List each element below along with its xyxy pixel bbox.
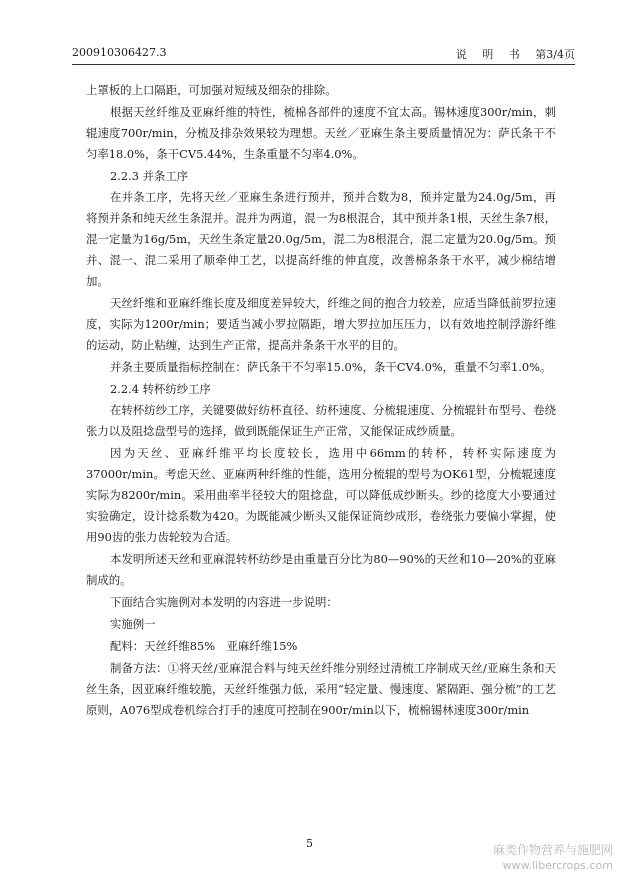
paragraph: 实施例一 bbox=[110, 617, 156, 631]
section-heading: 2.2.4 转杯纺纱工序 bbox=[110, 382, 211, 396]
paragraph: 并条主要质量指标控制在：萨氏条干不匀率15.0%，条干CV4.0%，重量不匀率1.0%。 bbox=[110, 360, 552, 374]
paragraph: 上罩板的上口隔距，可加强对短绒及细杂的排除。 bbox=[86, 83, 337, 97]
paragraph: 制备方法：①将天丝/亚麻混合料与纯天丝纤维分别经过清梳工序制成天丝/亚麻生条和天丝生条，因亚麻纤维较脆，天丝纤维强力低，采用“轻定量、慢速度、紧隔距、强分梳”的工艺原则，A076型成卷机综合打手的速度可控制在900r/min以下，梳棉锡林速度300r/min bbox=[86, 661, 556, 717]
section-heading: 2.2.3 并条工序 bbox=[110, 169, 189, 183]
paragraph: 在并条工序，先将天丝／亚麻生条进行预并，预并合数为8，预并定量为24.0g/5m，再将预并条和纯天丝生条混并。混并为两道，混一为8根混合，其中预并条1根，天丝生条7根，混一定量为16g/5m，天丝生条定量20.0g/5m，混二为8根混合，混二定量为20.0g/5m。预并、混一、混二采用了顺牵伸工艺，以提高纤维的伸直度，改善棉条条干水平，减少棉结增加。 bbox=[86, 190, 556, 288]
paragraph: 根据天丝纤维及亚麻纤维的特性，梳棉各部件的速度不宜太高。锡林速度300r/min，刺辊速度700r/min，分梳及排杂效果较为理想。天丝／亚麻生条主要质量情况为：萨氏条干不匀率18.0%，条干CV5.44%，生条重量不匀率4.0%。 bbox=[86, 105, 556, 161]
paragraph: 本发明所述天丝和亚麻混转杯纺纱是由重量百分比为80—90%的天丝和10—20%的亚麻制成的。 bbox=[86, 552, 556, 587]
document-title: 说 明 书 bbox=[455, 48, 526, 61]
watermark bbox=[493, 843, 613, 873]
page-number: 5 bbox=[306, 837, 313, 850]
watermark-cn: 麻类作物营养与施肥网 bbox=[492, 843, 613, 857]
document-body bbox=[86, 80, 556, 722]
paragraph: 天丝纤维和亚麻纤维长度及细度差异较大，纤维之间的抱合力较差，应适当降低前罗拉速度，实际为1200r/min；要适当减小罗拉隔距，增大罗拉加压压力，以有效地控制浮游纤维的运动，防止粘缠，达到生产正常，提高并条条干水平的目的。 bbox=[86, 296, 556, 352]
header-right bbox=[456, 46, 575, 62]
paragraph: 因为天丝、亚麻纤维平均长度较长，选用中66mm的转杯，转杯实际速度为37000r/min。考虑天丝、亚麻两种纤维的性能，选用分梳辊的型号为OK61型，分梳辊速度实际为8200r/min。采用曲率半径较大的阻捻盘，可以降低成纱断头。纱的捻度大小要通过实验确定，设计捻系数为420。为既能减少断头又能保证筒纱成形，卷绕张力要偏小掌握，使用90齿的张力齿轮较为合适。 bbox=[86, 446, 556, 544]
document-number: 200910306427.3 bbox=[72, 46, 167, 59]
paragraph: 配料：天丝纤维85% 亚麻纤维15% bbox=[110, 639, 298, 653]
watermark-en: www.libercrops.com bbox=[502, 859, 613, 872]
page-indicator: 第3/4页 bbox=[535, 48, 575, 61]
paragraph: 在转杯纺纱工序，关键要做好纺杯直径、纺杯速度、分梳辊速度、分梳辊针布型号、卷绕张力以及阻捻盘型号的选择，做到既能保证生产正常，又能保证成纱质量。 bbox=[86, 403, 556, 438]
header-rule bbox=[72, 64, 575, 65]
page-header bbox=[72, 46, 575, 64]
paragraph: 下面结合实施例对本发明的内容进一步说明： bbox=[110, 595, 338, 609]
